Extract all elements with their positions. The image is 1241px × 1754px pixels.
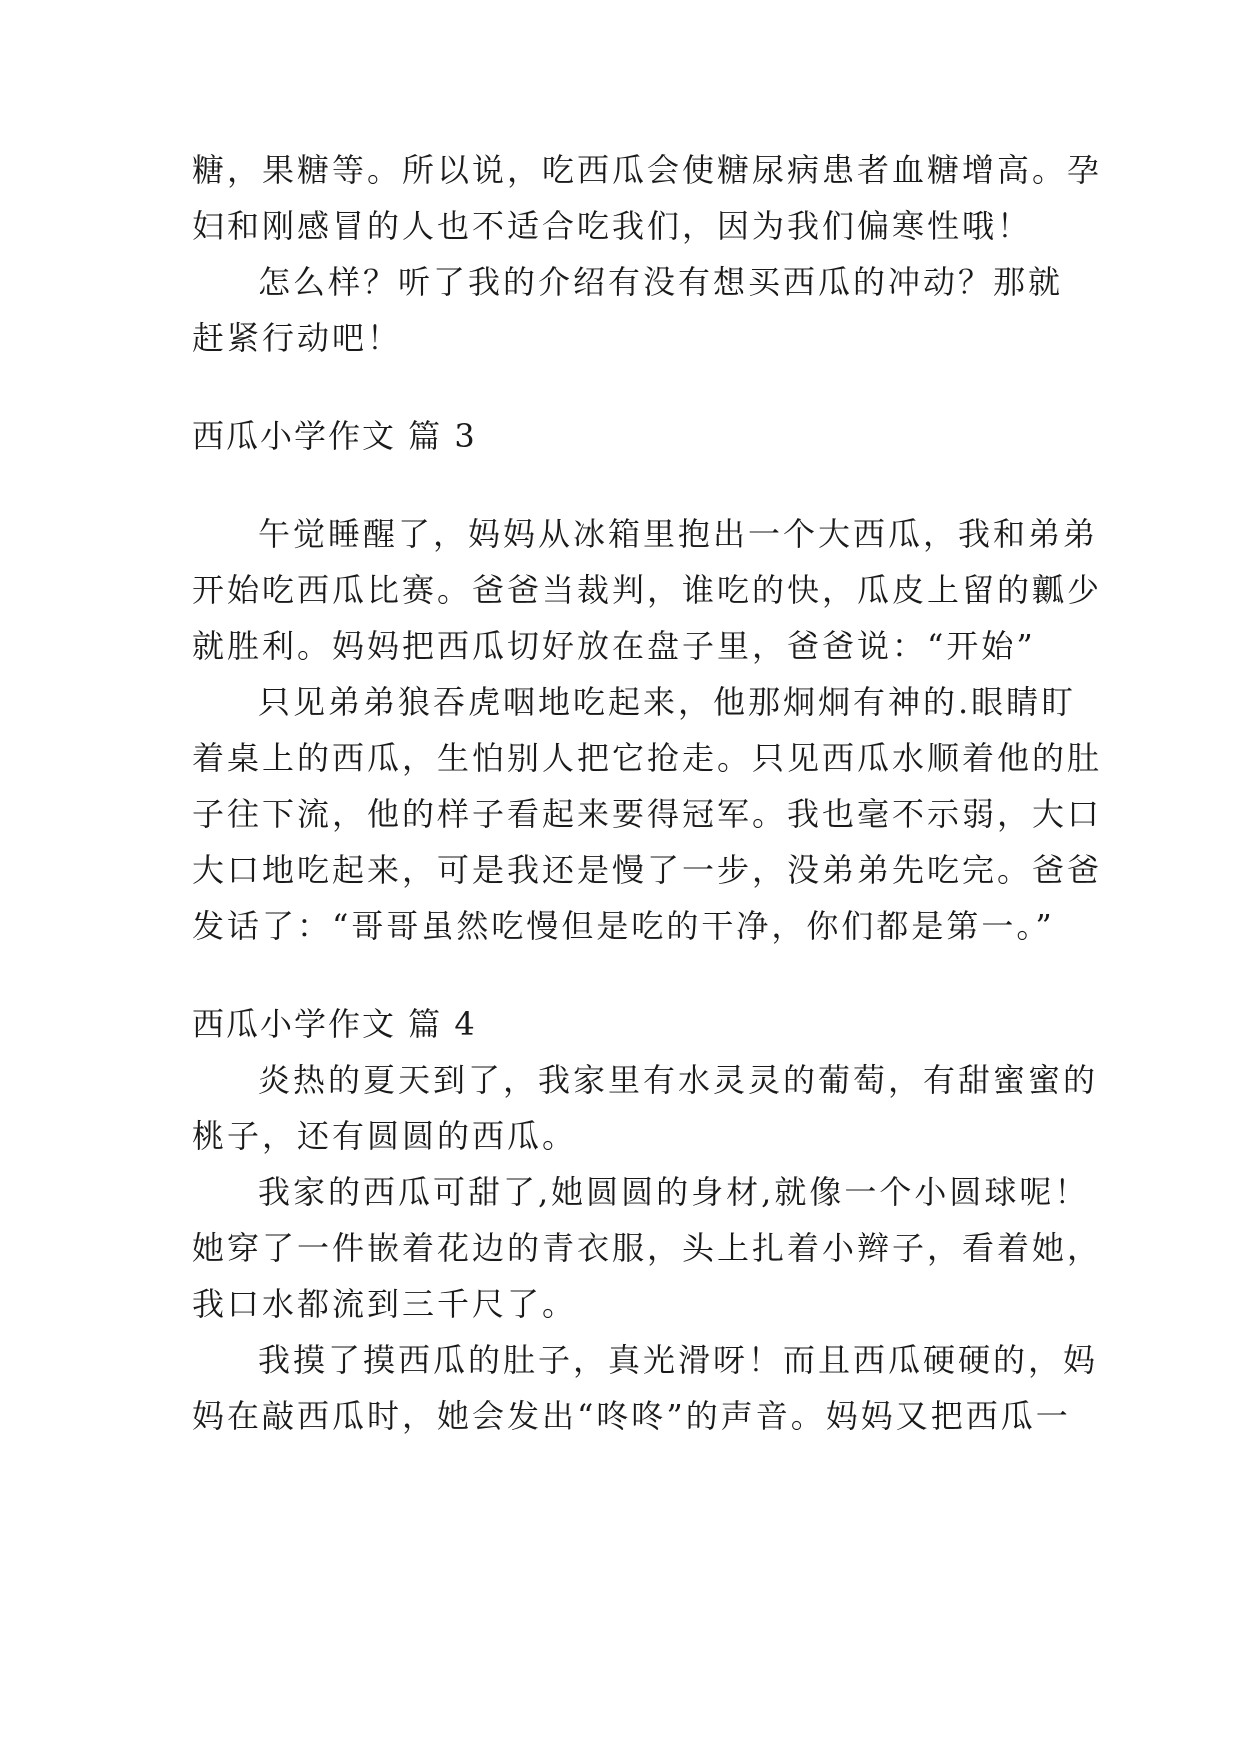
section-heading: 西瓜小学作文 篇 4 <box>192 1005 477 1043</box>
text-line: 糖，果糖等。所以说，吃西瓜会使糖尿病患者血糖增高。孕 <box>192 151 1103 189</box>
paragraph-start: 我家的西瓜可甜了,她圆圆的身材,就像一个小圆球呢！ <box>258 1173 1090 1211</box>
text-line: 赶紧行动吧！ <box>192 319 403 357</box>
text-line: 开始吃西瓜比赛。爸爸当裁判，谁吃的快，瓜皮上留的瓤少 <box>192 571 1103 609</box>
paragraph-start: 午觉睡醒了，妈妈从冰箱里抱出一个大西瓜，我和弟弟 <box>258 515 1099 553</box>
text-line: 我口水都流到三千尺了。 <box>192 1285 578 1323</box>
paragraph-start: 炎热的夏天到了，我家里有水灵灵的葡萄，有甜蜜蜜的 <box>258 1061 1099 1099</box>
section-heading: 西瓜小学作文 篇 3 <box>192 417 477 455</box>
text-line: 就胜利。妈妈把西瓜切好放在盘子里，爸爸说：“开始” <box>192 627 1036 665</box>
paragraph-start: 我摸了摸西瓜的肚子，真光滑呀！而且西瓜硬硬的，妈 <box>258 1341 1099 1379</box>
text-line: 桃子，还有圆圆的西瓜。 <box>192 1117 578 1155</box>
text-line: 大口地吃起来，可是我还是慢了一步，没弟弟先吃完。爸爸 <box>192 851 1103 889</box>
text-line: 子往下流，他的样子看起来要得冠军。我也毫不示弱，大口 <box>192 795 1103 833</box>
text-line: 妈在敲西瓜时，她会发出“咚咚”的声音。妈妈又把西瓜一 <box>192 1397 1071 1435</box>
text-line: 她穿了一件嵌着花边的青衣服，头上扎着小辫子，看着她， <box>192 1229 1103 1267</box>
paragraph-start: 只见弟弟狼吞虎咽地吃起来，他那炯炯有神的.眼睛盯 <box>258 683 1077 721</box>
text-line: 着桌上的西瓜，生怕别人把它抢走。只见西瓜水顺着他的肚 <box>192 739 1103 777</box>
text-line: 发话了：“哥哥虽然吃慢但是吃的干净，你们都是第一。” <box>192 907 1055 945</box>
text-line: 妇和刚感冒的人也不适合吃我们，因为我们偏寒性哦！ <box>192 207 1033 245</box>
paragraph-start: 怎么样？听了我的介绍有没有想买西瓜的冲动？那就 <box>258 263 1064 301</box>
